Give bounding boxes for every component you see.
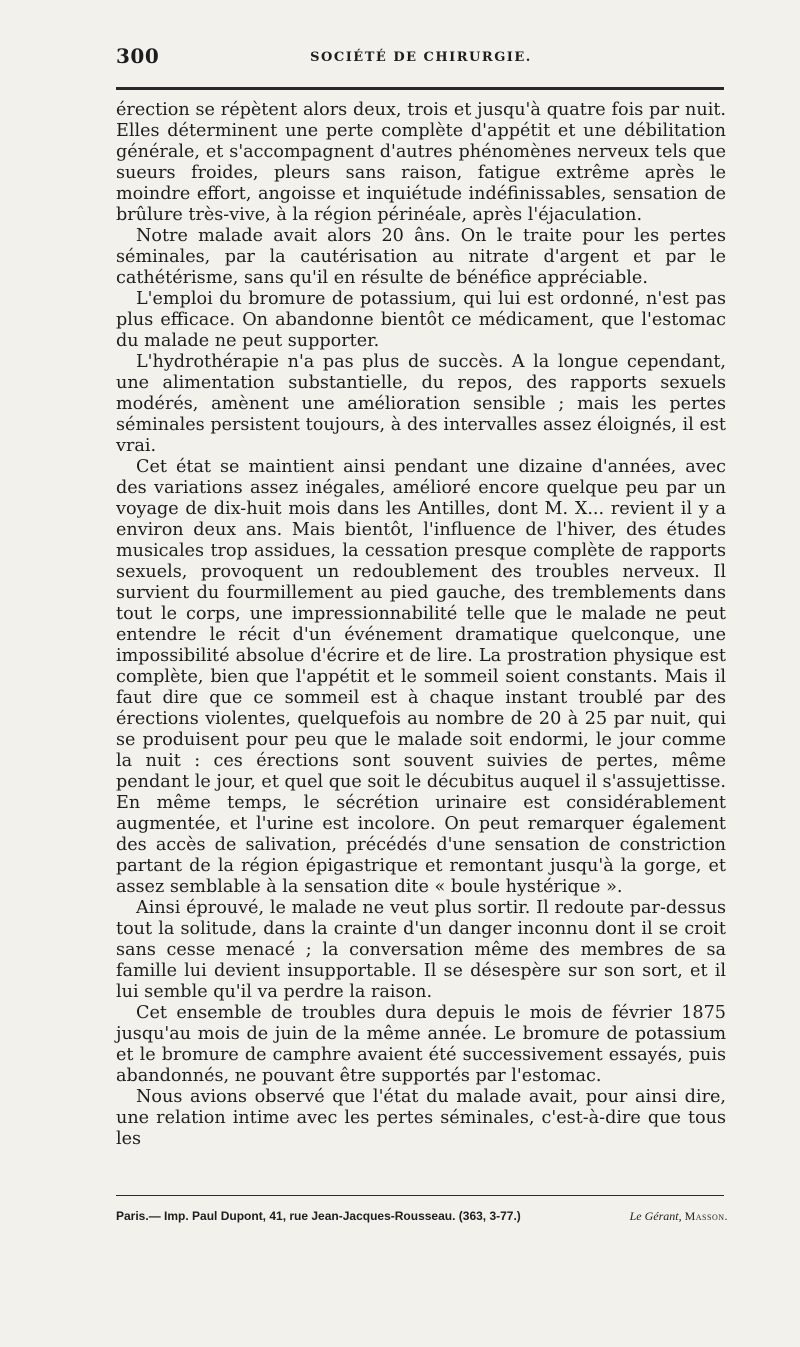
footer-rule [116, 1195, 724, 1196]
paragraph: L'hydrothérapie n'a pas plus de succès. A la longue cependant, une alimentation substantielle, du repos, des rapports sexuels modérés, amènent une amélioration sensible ; mais les pertes séminales persistent toujours, à des intervalles assez éloignés, il est vrai. [116, 352, 726, 456]
paragraph: Notre malade avait alors 20 âns. On le traite pour les pertes séminales, par la cautérisation au nitrate d'argent et par le cathétérisme, sans qu'il en résulte de bénéfice appréciable. [116, 226, 726, 288]
running-head [116, 44, 726, 74]
gerant-name: Masson. [684, 1209, 728, 1223]
paragraph: Cet état se maintient ainsi pendant une dizaine d'années, avec des variations assez inégales, amélioré encore quelque peu par un voyage de dix-huit mois dans les Antilles, dont M. X... revient il y a environ deux ans. Mais bientôt, l'influence de l'hiver, des études musicales trop assidues, la cessation presque complète de rapports sexuels, provoquent un redoublement des troubles nerveux. Il survient du fourmillement au pied gauche, des tremblements dans tout le corps, une impressionnabilité telle que le malade ne peut entendre le récit d'un événement dramatique quelconque, une impossibilité absolue d'écrire et de lire. La prostration physique est complète, bien que l'appétit et le sommeil soient constants. Mais il faut dire que ce sommeil est à chaque instant troublé par des érections violentes, quelquefois au nombre de 20 à 25 par nuit, qui se produisent pour peu que le malade soit endormi, le jour comme la nuit : ces érections sont souvent suivies de pertes, même pendant le jour, et quel que soit le décubitus auquel il s'assujettisse. En même temps, le sécrétion urinaire est considérablement augmentée, et l'urine est incolore. On peut remarquer également des accès de salivation, précédés d'une sensation de constriction partant de la région épigastrique et remontant jusqu'à la gorge, et assez semblable à la sensation dite « boule hystérique ». [116, 457, 726, 897]
gerant-label: Le Gérant, [629, 1209, 682, 1223]
body-text [116, 100, 726, 1150]
paragraph: érection se répètent alors deux, trois et jusqu'à quatre fois par nuit. Elles déterminent une perte complète d'appétit et une débilitation générale, et s'accompagnent d'autres phénomènes nerveux tels que sueurs froides, pleurs sans raison, fatigue extrême après le moindre effort, angoisse et inquiétude indéfinissables, sensation de brûlure très-vive, à la région périnéale, après l'éjaculation. [116, 100, 726, 225]
paragraph: Ainsi éprouvé, le malade ne veut plus sortir. Il redoute par-dessus tout la solitude, dans la crainte d'un danger inconnu dont il se croit sans cesse menacé ; la conversation même des membres de sa famille lui devient insupportable. Il se désespère sur son sort, et il lui semble qu'il va perdre la raison. [116, 898, 726, 1002]
header-rule [116, 87, 724, 90]
paragraph: Nous avions observé que l'état du malade avait, pour ainsi dire, une relation intime avec les pertes séminales, c'est-à-dire que tous les [116, 1087, 726, 1149]
journal-title: SOCIÉTÉ DE CHIRURGIE. [310, 50, 532, 65]
imprint-text: Paris.— Imp. Paul Dupont, 41, rue Jean-Jacques-Rousseau. (363, 3-77.) [116, 1209, 521, 1223]
page-number: 300 [116, 44, 160, 68]
gerant-signature [630, 1209, 728, 1224]
paragraph: L'emploi du bromure de potassium, qui lui est ordonné, n'est pas plus efficace. On abandonne bientôt ce médicament, que l'estomac du malade ne peut supporter. [116, 289, 726, 351]
paragraph: Cet ensemble de troubles dura depuis le mois de février 1875 jusqu'au mois de juin de la même année. Le bromure de potassium et le bromure de camphre avaient été successivement essayés, puis abandonnés, ne pouvant être supportés par l'estomac. [116, 1003, 726, 1086]
printer-imprint [116, 1209, 728, 1224]
